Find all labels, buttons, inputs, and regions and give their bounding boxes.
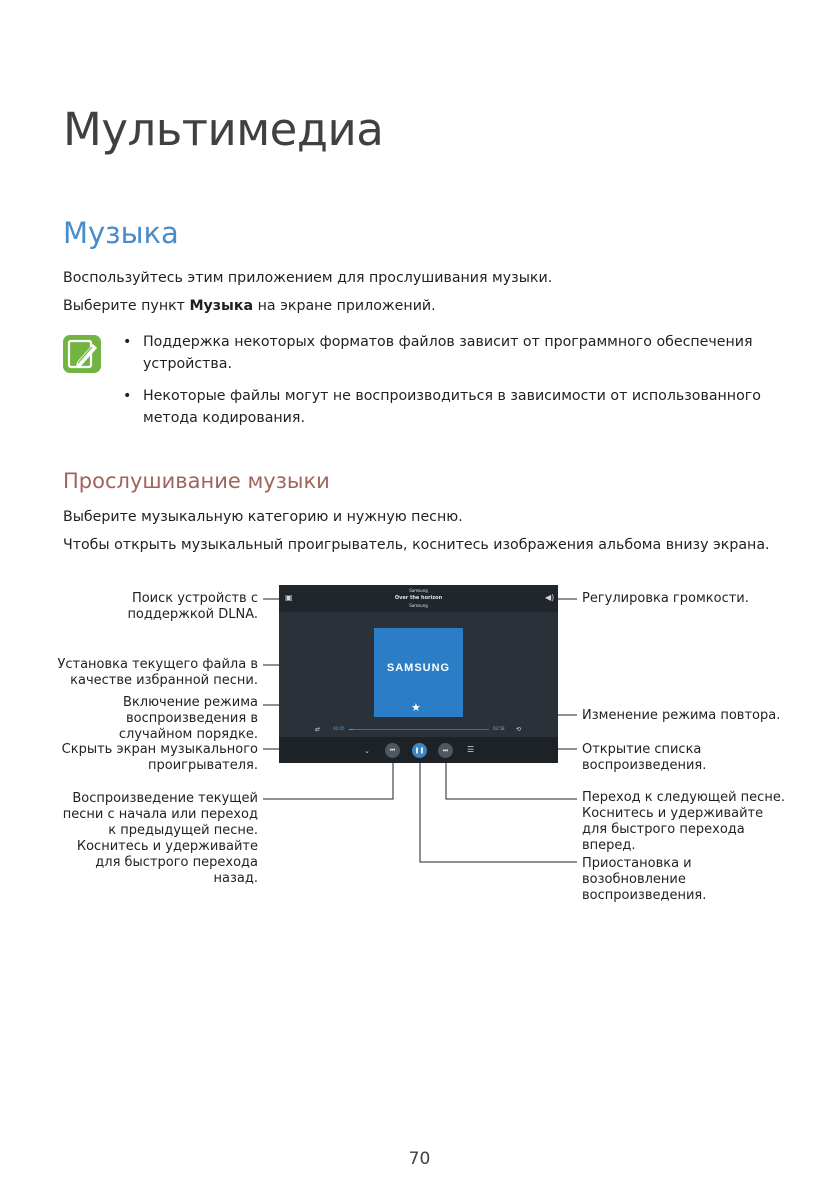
callout-line: Поиск устройств с [131, 591, 258, 606]
volume-icon[interactable]: ◀) [545, 593, 555, 602]
para-1: Выберите музыкальную категорию и нужную песню. [63, 509, 463, 525]
callout-line: Скрыть экран музыкального [61, 742, 258, 757]
line-pause [420, 750, 577, 862]
callout-line: вперед. [582, 838, 636, 853]
music-player-screen [279, 585, 558, 763]
callout-line: воспроизведения в [125, 711, 258, 726]
callout-line: возобновление [582, 872, 686, 887]
page-number: 70 [408, 1149, 431, 1169]
callout-line: Коснитесь и удерживайте [582, 806, 764, 821]
callout-line: назад. [213, 871, 258, 886]
pause-button[interactable]: ❚❚ [412, 743, 427, 758]
callout-line: проигрывателя. [148, 758, 258, 773]
callout-playlist [582, 742, 822, 774]
favorite-star-icon[interactable]: ★ [411, 701, 421, 714]
callout-line: поддержкой DLNA. [127, 607, 258, 622]
callout-line: Включение режима [123, 695, 258, 710]
callout-hide [40, 742, 258, 774]
time-total: 03:58 [493, 726, 505, 731]
callout-line: Изменение режима повтора. [582, 708, 781, 723]
note-text: Поддержка некоторых форматов файлов зависит от программного обеспечения устройства. [143, 334, 753, 372]
subsection-title: Прослушивание музыки [63, 469, 330, 493]
note-text: Некоторые файлы могут не воспроизводиться в зависимости от использованного метода кодирования. [143, 388, 761, 426]
next-button[interactable]: ⏭ [438, 743, 453, 758]
callout-line: качестве избранной песни. [70, 673, 258, 688]
album-logo: SAMSUNG [386, 662, 451, 674]
callout-line: Открытие списка [582, 742, 702, 757]
progress-bar[interactable] [349, 729, 489, 730]
section-title: Музыка [63, 216, 179, 250]
progress-fill [349, 729, 353, 730]
intro-line-2-prefix: Выберите пункт [63, 298, 190, 314]
callout-line: Установка текущего файла в [57, 657, 258, 672]
callout-repeat [582, 708, 822, 724]
dlna-icon[interactable]: ▣ [285, 593, 293, 602]
callout-line: к предыдущей песне. [108, 823, 258, 838]
track-title: Over the horizon [394, 595, 443, 601]
artist-name: Samsung [409, 588, 428, 593]
bullet: • [123, 388, 132, 404]
callout-pause [582, 856, 822, 904]
para-2: Чтобы открыть музыкальный проигрыватель, коснитесь изображения альбома внизу экрана. [63, 537, 770, 553]
callout-line: Переход к следующей песне. [582, 790, 785, 805]
callout-volume [582, 591, 822, 607]
callout-previous [40, 791, 258, 887]
callout-line: песни с начала или переход [62, 807, 258, 822]
intro-line-1: Воспользуйтесь этим приложением для прослушивания музыки. [63, 270, 553, 286]
bullet: • [123, 334, 132, 350]
app-name-music: Музыка [189, 298, 254, 314]
callout-line: Приостановка и [582, 856, 692, 871]
callout-line: для быстрого перехода [95, 855, 258, 870]
time-elapsed: 00:05 [333, 726, 345, 731]
callout-line: для быстрого перехода [582, 822, 745, 837]
playlist-icon[interactable]: ☰ [467, 745, 475, 754]
album-art[interactable] [374, 628, 463, 717]
callout-favorite [40, 657, 258, 689]
repeat-icon[interactable]: ⟲ [516, 726, 522, 733]
callout-line: Регулировка громкости. [582, 591, 749, 606]
callout-next [582, 790, 822, 854]
callout-line: воспроизведения. [582, 888, 707, 903]
callout-line: Коснитесь и удерживайте [76, 839, 258, 854]
album-name: Samsung [409, 603, 428, 608]
intro-line-2-suffix: на экране приложений. [253, 298, 436, 314]
callout-line: Воспроизведение текущей [72, 791, 258, 806]
shuffle-icon[interactable]: ⇄ [315, 726, 321, 733]
callout-line: воспроизведения. [582, 758, 707, 773]
chapter-title: Мультимедиа [63, 103, 384, 156]
callout-line: случайном порядке. [118, 727, 258, 742]
previous-button[interactable]: ⏮ [385, 743, 400, 758]
callout-dlna [40, 591, 258, 623]
callout-shuffle [40, 695, 258, 743]
chevron-down-icon[interactable]: ⌄ [364, 747, 370, 755]
